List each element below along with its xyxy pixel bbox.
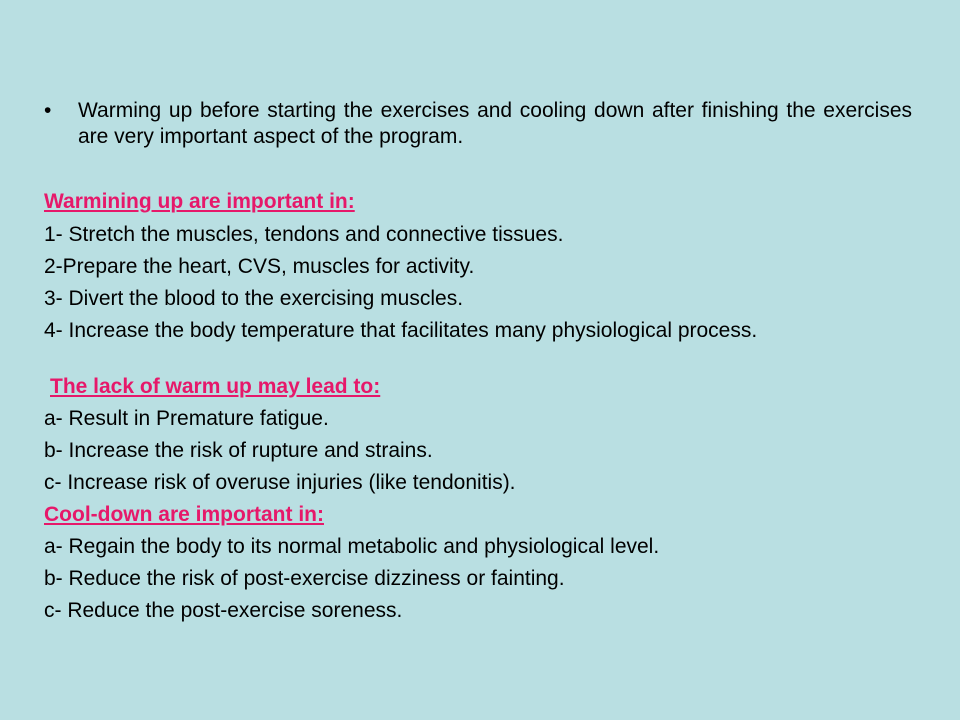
warmup-item-1: 1- Stretch the muscles, tendons and connective tissues. (44, 223, 564, 246)
cooldown-item-b: b- Reduce the risk of post-exercise dizziness or fainting. (44, 567, 565, 590)
warmup-item-2: 2-Prepare the heart, CVS, muscles for activity. (44, 255, 475, 278)
intro-text: Warming up before starting the exercises and cooling down after finishing the exercises are very important aspect of the program. (78, 99, 912, 148)
intro-bullet (44, 98, 912, 150)
lack-item-b: b- Increase the risk of rupture and strains. (44, 439, 433, 462)
lack-item-c: c- Increase risk of overuse injuries (like tendonitis). (44, 471, 516, 494)
lack-item-a: a- Result in Premature fatigue. (44, 407, 329, 430)
lack-heading: The lack of warm up may lead to: (50, 375, 381, 398)
cooldown-item-c: c- Reduce the post-exercise soreness. (44, 599, 403, 622)
warmup-item-4: 4- Increase the body temperature that facilitates many physiological process. (44, 319, 758, 342)
warmup-item-3: 3- Divert the blood to the exercising muscles. (44, 287, 464, 310)
cooldown-heading: Cool-down are important in: (44, 503, 324, 526)
bullet-icon: • (44, 99, 52, 122)
warmup-heading: Warmining up are important in: (44, 190, 355, 213)
cooldown-item-a: a- Regain the body to its normal metabolic and physiological level. (44, 535, 660, 558)
